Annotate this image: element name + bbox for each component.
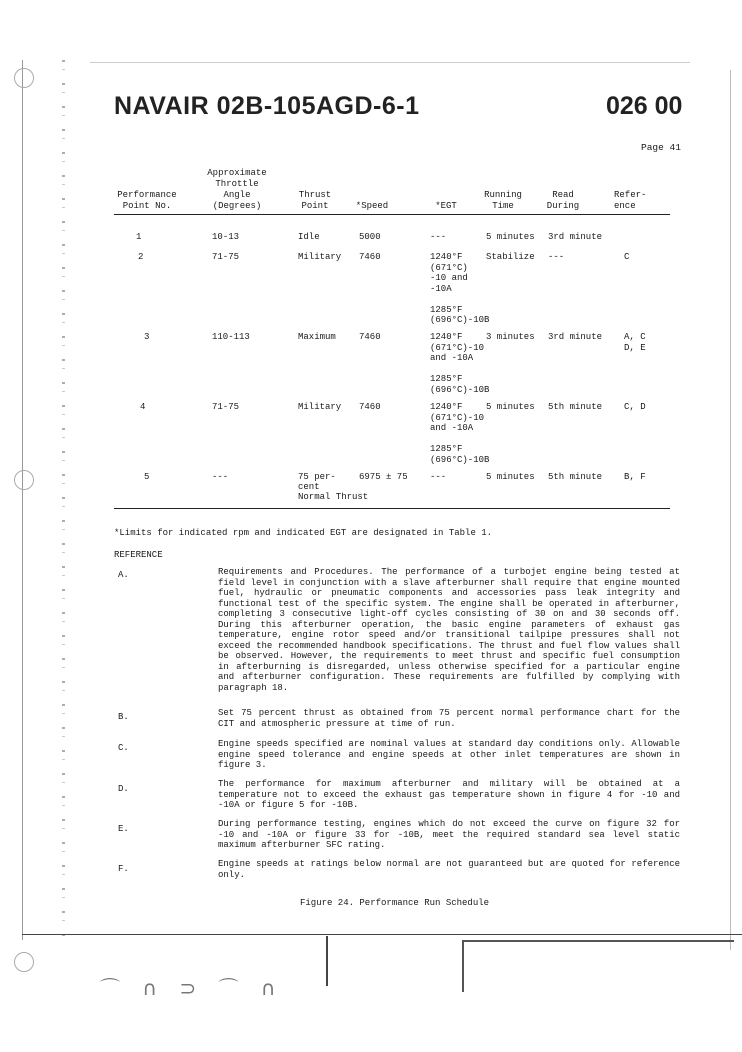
ref-f-letter: F.: [118, 864, 129, 874]
row2-point: 2: [138, 252, 144, 262]
row4-read: 5th minute: [548, 402, 603, 412]
col-reference: Refer- ence: [614, 190, 647, 211]
section-code: 026 00: [606, 92, 683, 120]
punch-hole-top: [14, 68, 34, 88]
row3-point: 3: [144, 332, 150, 342]
ref-c-letter: C.: [118, 743, 129, 753]
ref-a-text: Requirements and Procedures. The performance of a turbojet engine being tested at field level in conjunction with a slave afterburner shall require that engine mounted fuel, hydraulic or pneumatic components and accessories pass leak integrity and functional test of the specific system. The engine shall be operated in afterburner, completing 3 consecutive light-off cycles consisting of 30 on and 30 seconds off. During this afterburner operation, the basic engine parameters of exhaust gas temperature, engine rotor speed and/or transitional tailpipe pressures shall not exceed the recommended handbook specifications. The thrust and fuel flow values shall be observed. However, the requirements to meet thrust and specific fuel consumption in afterburning is disregarded, unless otherwise specified for a particular engine and afterburner configuration. These requirements are fulfilled by complying with paragraph 18.: [218, 567, 680, 693]
page-number: Page 41: [641, 142, 681, 153]
row5-time: 5 minutes: [486, 472, 535, 482]
row4-speed: 7460: [359, 402, 381, 412]
row4-time: 5 minutes: [486, 402, 535, 412]
ref-c-text: Engine speeds specified are nominal values at standard day conditions only. Allowable engine speed tolerance and engine speeds at other inlet temperatures are shown in figure 3.: [218, 739, 680, 770]
document-id: NAVAIR 02B-105AGD-6-1: [114, 92, 420, 120]
row2-thrust: Military: [298, 252, 342, 262]
row2-egt: 1240°F (671°C) -10 and -10A 1285°F (696°C)-10B: [430, 252, 490, 325]
ref-b-text: Set 75 percent thrust as obtained from 75 percent normal performance chart for the CIT and atmospheric pressure at time of run.: [218, 708, 680, 729]
row5-point: 5: [144, 472, 150, 482]
figure-caption: Figure 24. Performance Run Schedule: [300, 898, 490, 908]
row1-thrust: Idle: [298, 232, 320, 242]
row3-egt: 1240°F (671°C)-10 and -10A 1285°F (696°C)-10B: [430, 332, 490, 395]
reference-heading: REFERENCE: [114, 550, 163, 560]
bottom-tick: [326, 936, 328, 986]
row2-ref: C: [624, 252, 630, 262]
row1-point: 1: [136, 232, 142, 242]
row4-ref: C, D: [624, 402, 646, 412]
bottom-scrawl: ⌒ ∩ ⊃ ⌒ ∩: [100, 976, 284, 1000]
row3-read: 3rd minute: [548, 332, 603, 342]
col-performance-point: Performance Point No.: [117, 190, 177, 211]
row4-thrust: Military: [298, 402, 342, 412]
row1-speed: 5000: [359, 232, 381, 242]
ref-e-letter: E.: [118, 824, 129, 834]
row2-speed: 7460: [359, 252, 381, 262]
binding-noise: [62, 60, 65, 940]
ref-b-letter: B.: [118, 712, 129, 722]
row1-read: 3rd minute: [548, 232, 603, 242]
header-rule: [114, 214, 670, 215]
col-throttle-angle: Approximate Throttle Angle (Degrees): [207, 168, 267, 211]
row4-angle: 71-75: [212, 402, 240, 412]
bottom-box: [462, 940, 734, 992]
punch-hole-bottom: [14, 952, 34, 972]
ref-e-text: During performance testing, engines which do not exceed the curve on figure 32 for -10 and -10A or figure 33 for -10B, meet the required standard sea level static maximum afterburner SFC rating.: [218, 819, 680, 850]
col-speed: *Speed: [355, 201, 389, 211]
table-footnote: *Limits for indicated rpm and indicated EGT are designated in Table 1.: [114, 528, 493, 538]
row5-angle: ---: [212, 472, 229, 482]
row1-angle: 10-13: [212, 232, 240, 242]
col-egt: *EGT: [435, 201, 457, 211]
col-thrust-point: Thrust Point: [298, 190, 332, 211]
row3-time: 3 minutes: [486, 332, 535, 342]
punch-hole-middle: [14, 470, 34, 490]
row5-speed: 6975 ± 75: [359, 472, 408, 482]
page-edge-right: [730, 70, 731, 950]
col-running-time: Running Time: [484, 190, 522, 211]
row1-time: 5 minutes: [486, 232, 535, 242]
row2-angle: 71-75: [212, 252, 240, 262]
table-bottom-rule: [114, 508, 670, 509]
page-edge-left: [22, 60, 23, 940]
ref-f-text: Engine speeds at ratings below normal are not guaranteed but are quoted for reference only.: [218, 859, 680, 880]
ref-a-letter: A.: [118, 570, 129, 580]
row2-time: Stabilize: [486, 252, 535, 262]
row5-read: 5th minute: [548, 472, 603, 482]
row5-ref: B, F: [624, 472, 646, 482]
bottom-edge: [22, 934, 742, 935]
row4-egt: 1240°F (671°C)-10 and -10A 1285°F (696°C)-10B: [430, 402, 490, 465]
row3-angle: 110-113: [212, 332, 250, 342]
ref-d-letter: D.: [118, 784, 129, 794]
ref-d-text: The performance for maximum afterburner and military will be obtained at a temperature not to exceed the exhaust gas temperature shown in figure 4 for -10 and -10A or figure 5 for -10B.: [218, 779, 680, 810]
row3-ref: A, C D, E: [624, 332, 646, 353]
scan-top-line: [90, 62, 690, 63]
col-read-during: Read During: [546, 190, 580, 211]
row2-read: ---: [548, 252, 565, 262]
row5-egt: ---: [430, 472, 447, 482]
row3-thrust: Maximum: [298, 332, 336, 342]
row1-egt: ---: [430, 232, 447, 242]
row3-speed: 7460: [359, 332, 381, 342]
row4-point: 4: [140, 402, 146, 412]
row5-thrust: 75 per- cent Normal Thrust: [298, 472, 369, 502]
